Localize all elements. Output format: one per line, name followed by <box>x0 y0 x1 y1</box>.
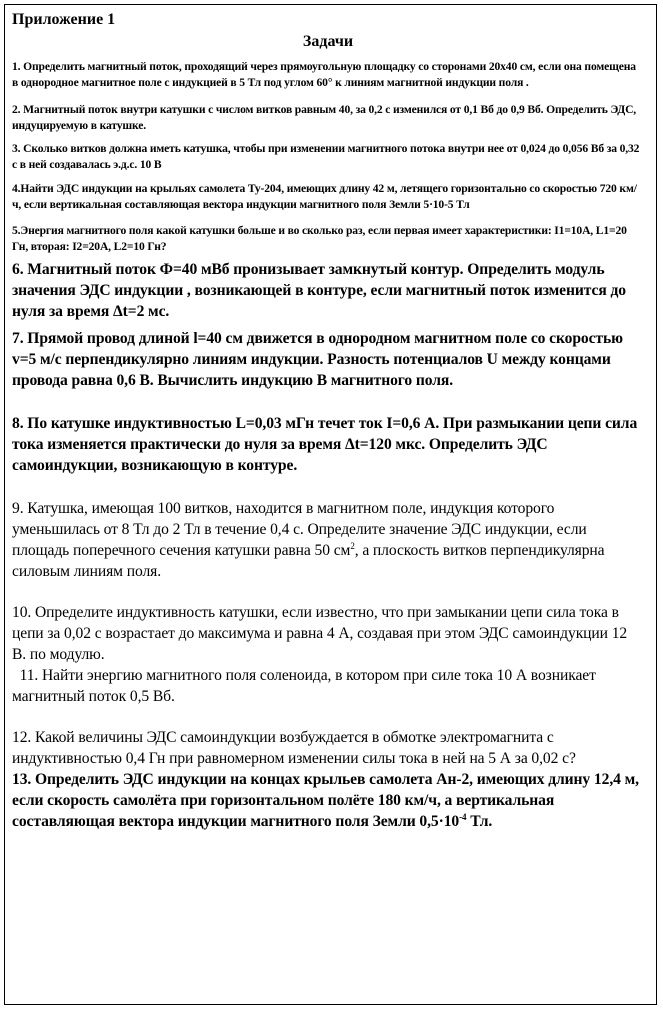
problem-9-superscript: 2 <box>350 540 355 551</box>
problem-13-text: 13. Определить ЭДС индукции на концах крыльев самолета Ан-2, имеющих длину 12,4 м, если скорость самолёта при горизонтальном полёте 180 км/ч, а вертикальная составляющая вектора индукции магнитного поля Земли 0,5·10 <box>12 771 639 830</box>
problem-6: 6. Магнитный поток Ф=40 мВб пронизывает замкнутый контур. Определить модуль значения ЭДС индукции , возникающей в контуре, если магнитный поток изменится до нуля за время Δt=2 мс. <box>12 261 626 320</box>
problem-3: 3. Сколько витков должна иметь катушка, чтобы при изменении магнитного потока внутри нее от 0,024 до 0,056 Вб за 0,32 с в ней создавалась э.д.с. 10 В <box>12 142 640 171</box>
document-body <box>12 10 644 832</box>
problem-1: 1. Определить магнитный поток, проходящий через прямоугольную площадку со сторонами 20х40 см, если она помещена в однородное магнитное поле с индукцией в 5 Тл под углом 60° к линиям магнитной индукции поля . <box>12 60 636 89</box>
problem-2: 2. Магнитный поток внутри катушки с числом витков равным 40, за 0,2 с изменился от 0,1 Вб до 0,9 Вб. Определить ЭДС, индуцируемую в катушке. <box>12 103 637 132</box>
problem-11: 11. Найти энергию магнитного поля соленоида, в котором при силе тока 10 А возникает магнитный поток 0,5 Вб. <box>12 667 600 705</box>
problem-8: 8. По катушке индуктивностью L=0,03 мГн течет ток I=0,6 А. При размыкании цепи сила тока изменяется практически до нуля за время Δt=120 мкс. Определить ЭДС самоиндукции, возникающую в контуре. <box>12 415 638 474</box>
page-title: Задачи <box>302 33 354 50</box>
problem-13-text-end: Тл. <box>466 813 493 830</box>
problem-13 <box>12 769 644 832</box>
problem-9-text-end: , а плоскость витков перпендикулярна силовым линиям поля. <box>12 542 605 580</box>
problem-9 <box>12 498 644 582</box>
problem-13-superscript: -4 <box>459 811 467 822</box>
appendix-label: Приложение 1 <box>12 11 116 28</box>
problem-10: 10. Определите индуктивность катушки, если известно, что при замыкании цепи сила тока в цепи за 0,02 с возрастает до максимума и равна 4 А, создавая при этом ЭДС самоиндукции 12 В. по модулю. <box>12 604 628 663</box>
problem-4: 4.Найти ЭДС индукции на крыльях самолета Ту-204, имеющих длину 42 м, летящего горизонтально со скоростью 720 км/ч, если вертикальная составляющая вектора индукции магнитного поля Земли 5·10-5 Тл <box>12 182 637 211</box>
problem-7: 7. Прямой провод длиной l=40 см движется в однородном магнитном поле со скоростью v=5 м/с перпендикулярно линиям индукции. Разность потенциалов U между концами провода равна 0,6 В. Вычислить индукцию В магнитного поля. <box>12 330 623 389</box>
problem-9-text: 9. Катушка, имеющая 100 витков, находится в магнитном поле, индукция которого уменьшилась от 8 Тл до 2 Тл в течение 0,4 с. Определите значение ЭДС индукции, если площадь поперечного сечения катушки равна 50 см <box>12 500 587 559</box>
problem-12: 12. Какой величины ЭДС самоиндукции возбуждается в обмотке электромагнита с индуктивностью 0,4 Гн при равномерном изменении силы тока в ней на 5 А за 0,02 с? <box>12 729 576 767</box>
problem-5: 5.Энергия магнитного поля какой катушки больше и во сколько раз, если первая имеет характеристики: I1=10А, L1=20 Гн, вторая: I2=20А, L2=10 Гн? <box>12 224 627 253</box>
